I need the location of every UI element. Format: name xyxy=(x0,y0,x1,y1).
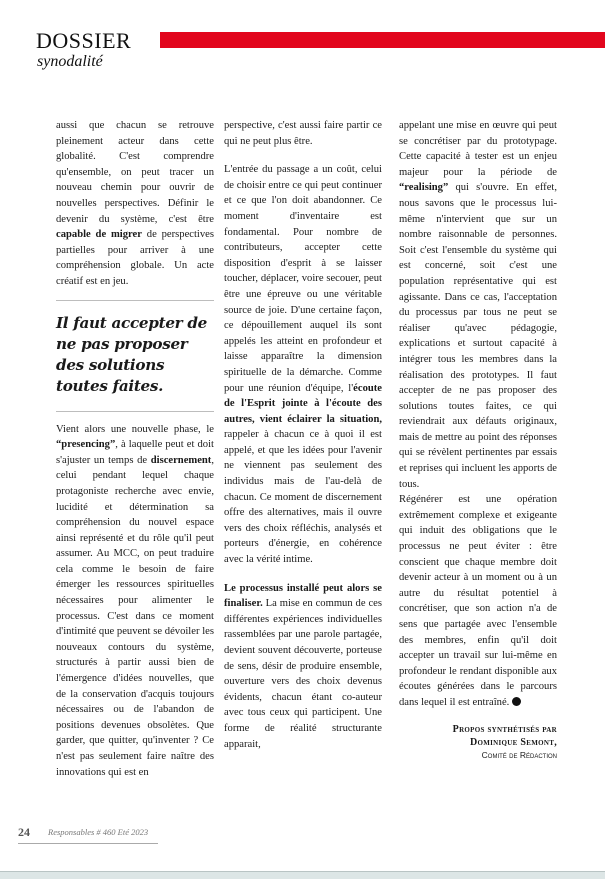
paragraph xyxy=(399,118,557,492)
article-column-3 xyxy=(399,118,557,762)
author-signature xyxy=(399,723,557,762)
end-mark-icon xyxy=(512,697,521,706)
text: de perspectives partielles pour arriver à une compréhension globale. Un acte créatif est en jeu. xyxy=(56,229,214,287)
text: Vient alors une nouvelle phase, le xyxy=(56,423,214,435)
bold-text: capable de migrer xyxy=(56,229,142,241)
section-subtitle: synodalité xyxy=(37,53,103,70)
pull-quote: Il faut accepter de ne pas proposer des solutions toutes faites. xyxy=(56,313,208,395)
text: rappeler à chacun ce à quoi il est appelé, et que les idées pour l'avenir ne viennent pas seulement des individus mais de l'au-delà de chacun. Ce moment de discernement offre des alternatives, mais il ouvre vers des choix réfléchis, analysés et porteurs d'énergie, en cohérence avec la vérité intime. xyxy=(224,429,382,566)
bold-text: “presencing” xyxy=(56,439,116,451)
bold-text: Le processus installé peut alors se finaliser. xyxy=(224,582,382,610)
text: aussi que chacun se retrouve pleinement acteur dans cette globalité. C'est comprendre qu'ensemble, on peut tracer un nouveau chemin pour ouvrir de nouvelles perspectives. Définir le devenir du système, c'est être xyxy=(56,120,214,225)
article-column-1 xyxy=(56,118,214,780)
paragraph xyxy=(399,492,557,710)
paragraph xyxy=(56,422,214,781)
paragraph xyxy=(224,162,382,567)
text: La mise en commun de ces différentes expériences individuelles rassemblées par une parole partagée, devient souvent découverte, porteuse de sens, désir de produire ensemble, ouverture vers des choix devenus évidents, chacun étant co-auteur avec tous ceux qui participent. Une forme de réalité structurante apparait, xyxy=(224,598,382,750)
bold-text: “realising” xyxy=(399,182,449,194)
paragraph xyxy=(224,581,382,753)
text: L'entrée du passage a un coût, celui de choisir entre ce qui peut continuer et ce que l'on doit abandonner. Ce moment d'inventaire est fondamental. Pour nombre de contributeurs, accepter cette disposition d'esprit à se laisser toucher, déplacer, voire secouer, peut être une épreuve ou une véritable source de joie. D'une certaine façon, ce dépouillement auquel ils sont appelés les atteint en profondeur et laisse apparaître la dimension spirituelle de la démarche. Comme pour une réunion d'équipe, l' xyxy=(224,164,382,394)
text: appelant une mise en œuvre qui peut se concrétiser par du prototypage. Cette capacité à tester est un enjeu majeur pour la période de xyxy=(399,120,557,178)
header-accent-bar xyxy=(160,32,605,48)
author-role: Comité de Rédaction xyxy=(481,749,557,760)
text: , celui pendant lequel chaque protagoniste recherche avec envie, lucidité et détermination sa compréhension du nouvel espace ainsi représenté et du rôle qu'il peut assumer. Au MCC, on peut traduire cela comme le besoin de faire émerger les ressources spirituelles nécessaires pour alimenter le processus. C'est dans ce moment d'intimité que peuvent se dévoiler les nouveaux contours du système, structurés à partir aussi bien de l'émergence d'idées nouvelles, que de la conservation d'acquis toujours nécessaires ou de l'abandon de positions devenues obsolètes. Que garder, que quitter, qu'inventer ? Ce n'est pas seulement faire naître des innovations qui est en xyxy=(56,454,214,778)
divider xyxy=(56,300,214,301)
text: Régénérer est une opération extrêmement complexe et exigeante qui induit des obligations que le processus ne peut éviter : être conscient que chaque membre doit devenir acteur à un moment ou à un autre du résultat potentiel à concrétiser, que son action n'a de sens que partagée avec l'ensemble des membres, enfin qu'il doit accepter un travail sur lui-même en profondeur le rendant disponible aux écoutes générées dans le parcours dans lequel il est entraîné. xyxy=(399,494,557,708)
paragraph xyxy=(56,118,214,290)
text: qui s'ouvre. En effet, nous savons que le processus lui-même n'intervient que sur un nombre raisonnable de personnes. Soit c'est l'ensemble du système qui est concerné, soit c'est une population représentative qui est agissante. Dans ce cas, l'acceptation du processus par tous ne peut se réaliser qu'avec pédagogie, explications et surtout capacité à intégrer tous les membres dans la réalisation des prototypes. Il faut accepter de ne pas proposer des solutions toutes faites, ce qui reviendrait aux défauts originaux, mais de mettre au point des réponses qui se révèlent pertinentes par essais et reprises qui incluent les apports de tous. xyxy=(399,182,557,490)
footer-divider xyxy=(18,843,158,844)
divider xyxy=(56,411,214,412)
article-column-2 xyxy=(224,118,382,752)
bold-text: écoute de l'Esprit jointe à l'écoute des autres, vient éclairer la situation, xyxy=(224,382,382,425)
author-name: Dominique Semont, xyxy=(469,736,557,748)
bold-text: discernement xyxy=(150,454,212,466)
publication-info: Responsables # 460 Eté 2023 xyxy=(48,827,149,837)
paragraph: perspective, c'est aussi faire partir ce qui ne peut plus être. xyxy=(224,120,382,147)
page-number: 24 xyxy=(18,825,30,839)
text: , à laquelle peut et doit s'ajuster un temps de xyxy=(56,439,214,466)
section-title: DOSSIER xyxy=(36,28,132,53)
signature-intro: Propos synthétisés par xyxy=(452,723,557,735)
